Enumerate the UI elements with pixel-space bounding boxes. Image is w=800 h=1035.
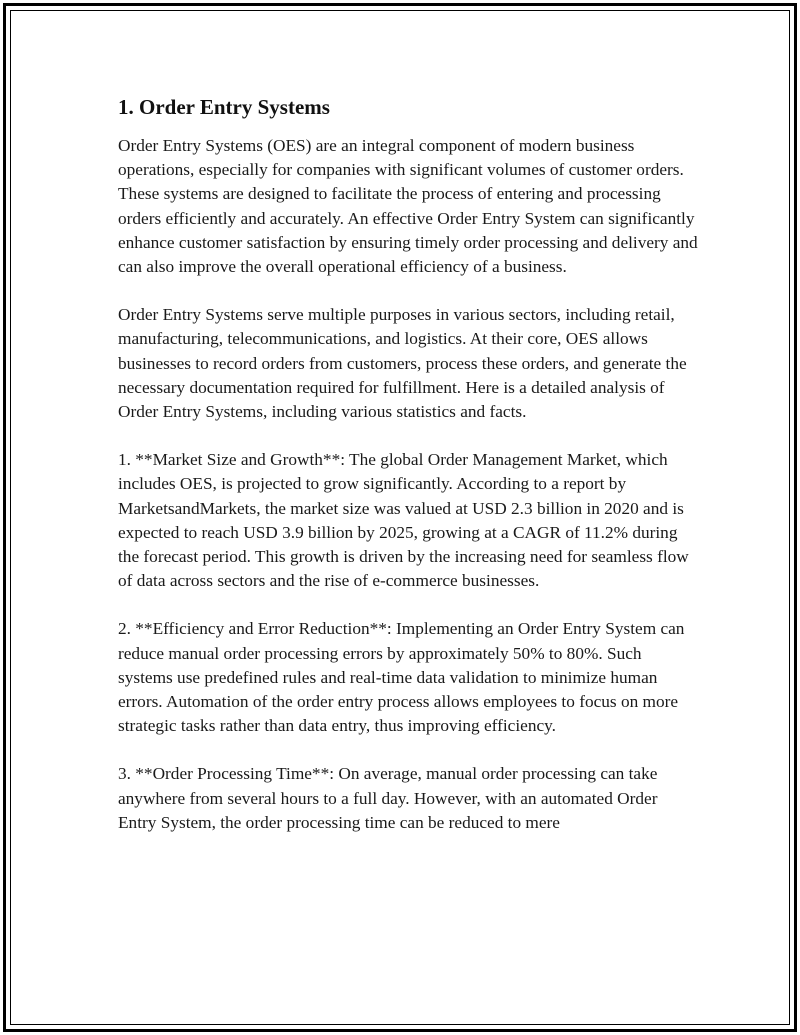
document-body	[118, 94, 698, 859]
paragraph-market-size: 1. **Market Size and Growth**: The global Order Management Market, which includes OES, is projected to grow significantly. According to a report by MarketsandMarkets, the market size was valued at USD 2.3 billion in 2020 and is expected to reach USD 3.9 billion by 2025, growing at a CAGR of 11.2% during the forecast period. This growth is driven by the increasing need for seamless flow of data across sectors and the rise of e-commerce businesses.	[118, 450, 689, 591]
paragraph-efficiency: 2. **Efficiency and Error Reduction**: Implementing an Order Entry System can reduce manual order processing errors by approximately 50% to 80%. Such systems use predefined rules and real-time data validation to minimize human errors. Automation of the order entry process allows employees to focus on more strategic tasks rather than data entry, thus improving efficiency.	[118, 619, 685, 736]
paragraph-intro: Order Entry Systems (OES) are an integral component of modern business operations, especially for companies with significant volumes of customer orders. These systems are designed to facilitate the process of entering and processing orders efficiently and accurately. An effective Order Entry System can significantly enhance customer satisfaction by ensuring timely order processing and delivery and can also improve the overall operational efficiency of a business.	[118, 136, 698, 277]
paragraph-processing-time: 3. **Order Processing Time**: On average, manual order processing can take anywhere from several hours to a full day. However, with an automated Order Entry System, the order processing time can be reduced to mere	[118, 764, 658, 832]
paragraph-purposes: Order Entry Systems serve multiple purposes in various sectors, including retail, manufacturing, telecommunications, and logistics. At their core, OES allows businesses to record orders from customers, process these orders, and generate the necessary documentation required for fulfillment. Here is a detailed analysis of Order Entry Systems, including various statistics and facts.	[118, 305, 687, 422]
section-heading: 1. Order Entry Systems	[118, 95, 330, 119]
